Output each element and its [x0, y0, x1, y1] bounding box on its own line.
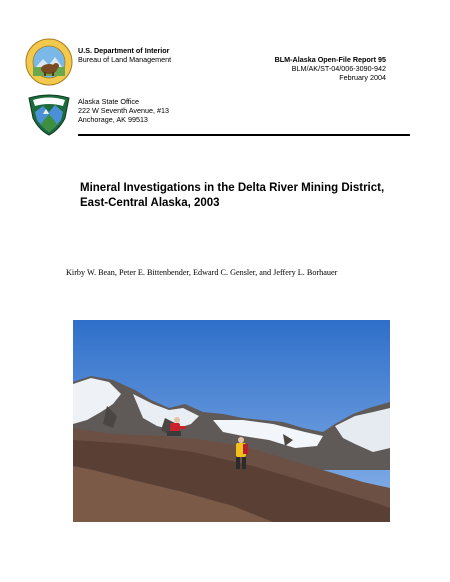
- title-line-2: East-Central Alaska, 2003: [80, 197, 220, 209]
- doi-seal-icon: [25, 38, 73, 86]
- office-city: Anchorage, AK 99513: [78, 115, 148, 124]
- authors: Kirby W. Bean, Peter E. Bittenbender, Edward C. Gensler, and Jeffery L. Borhauer: [66, 268, 338, 277]
- header-rule: [78, 134, 410, 136]
- agency-block: [78, 46, 171, 64]
- office-name: Alaska State Office: [78, 97, 139, 106]
- bureau-name: Bureau of Land Management: [78, 55, 172, 64]
- title-line-1: Mineral Investigations in the Delta River Mining District,: [80, 182, 385, 194]
- report-number: BLM/AK/ST-04/006-3090-942: [291, 64, 386, 73]
- department-name: U.S. Department of Interior: [78, 46, 170, 55]
- report-title: [80, 181, 420, 211]
- office-street: 222 W Seventh Avenue, #13: [78, 106, 169, 115]
- cover-photo: [73, 320, 390, 522]
- office-address: [78, 97, 169, 124]
- report-series: BLM-Alaska Open-File Report 95: [274, 55, 386, 64]
- report-date: February 2004: [339, 73, 386, 82]
- blm-logo-icon: [25, 92, 73, 136]
- report-info: [275, 55, 386, 82]
